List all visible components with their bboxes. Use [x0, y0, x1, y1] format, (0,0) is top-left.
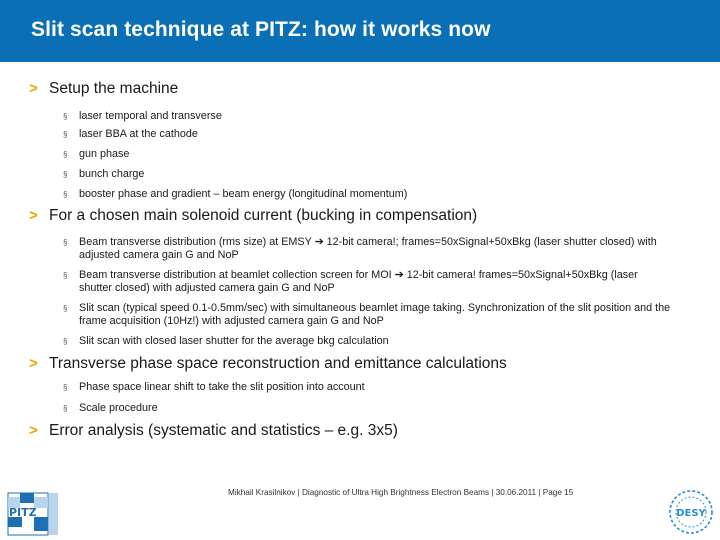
- sub-bullet: [63, 335, 673, 348]
- sub-bullet: [63, 128, 673, 141]
- sub-bullet-text: bunch charge: [79, 168, 145, 180]
- sub-bullet: [63, 148, 673, 161]
- sub-bullet-text: booster phase and gradient – beam energy (longitudinal momentum): [79, 188, 408, 200]
- sub-bullet: [63, 110, 673, 123]
- sub-bullet-text: Slit scan with closed laser shutter for the average bkg calculation: [79, 335, 389, 347]
- bullet-phase-space: [29, 355, 507, 373]
- sub-bullet-text: laser temporal and transverse: [79, 110, 222, 122]
- sub-bullet-glyph: §: [63, 304, 68, 313]
- svg-text:DESY: DESY: [676, 508, 706, 519]
- bullet-marker: >: [29, 80, 38, 97]
- sub-bullet: [63, 302, 673, 327]
- sub-bullet-text: Phase space linear shift to take the slit position into account: [79, 381, 365, 393]
- bullet-text: Setup the machine: [49, 80, 179, 97]
- bullet-marker: >: [29, 207, 38, 224]
- sub-bullet-text: laser BBA at the cathode: [79, 128, 198, 140]
- sub-bullet-glyph: §: [63, 271, 68, 280]
- sub-bullet: [63, 269, 673, 294]
- sub-bullet: [63, 381, 673, 394]
- sub-bullet-text: Beam transverse distribution (rms size) at EMSY ➔ 12-bit camera!; frames=50xSignal+50xBkg (laser shutter closed) with adjusted camera gain G and NoP: [79, 236, 657, 261]
- sub-bullet-text: Beam transverse distribution at beamlet collection screen for MOI ➔ 12-bit camera! frames=50xSignal+50xBkg (laser shutter closed) with adjusted camera gain G and NoP: [79, 269, 638, 294]
- footer-text: Mikhail Krasilnikov | Diagnostic of Ultra High Brightness Electron Beams | 30.06.2011 | Page 15: [228, 488, 574, 497]
- sub-bullet-glyph: §: [63, 130, 68, 139]
- sub-bullet-text: Scale procedure: [79, 402, 158, 414]
- sub-bullet-glyph: §: [63, 190, 68, 199]
- bullet-text: Transverse phase space reconstruction and emittance calculations: [49, 355, 507, 372]
- bullet-error-analysis: [29, 422, 398, 440]
- pitz-logo: [5, 491, 63, 537]
- bullet-marker: >: [29, 355, 38, 372]
- sub-bullet-glyph: §: [63, 238, 68, 247]
- bullet-marker: >: [29, 422, 38, 439]
- bullet-solenoid-current: [29, 207, 477, 225]
- svg-text:PITZ: PITZ: [9, 506, 37, 519]
- sub-bullet: [63, 188, 673, 201]
- sub-bullet: [63, 402, 673, 415]
- slide-title: Slit scan technique at PITZ: how it works now: [31, 18, 491, 41]
- sub-bullet-text: gun phase: [79, 148, 130, 160]
- sub-bullet-text: Slit scan (typical speed 0.1-0.5mm/sec) with simultaneous beamlet image taking. Synchronization of the slit position and the frame acquisition (10Hz!) with adjusted camera gain G and NoP: [79, 302, 671, 327]
- sub-bullet-glyph: §: [63, 337, 68, 346]
- sub-bullet-glyph: §: [63, 170, 68, 179]
- desy-logo: [668, 489, 714, 535]
- sub-bullet-glyph: §: [63, 150, 68, 159]
- sub-bullet-glyph: §: [63, 404, 68, 413]
- sub-bullet: [63, 168, 673, 181]
- sub-bullet: [63, 236, 673, 261]
- bullet-text: Error analysis (systematic and statistics – e.g. 3x5): [49, 422, 398, 439]
- bullet-text: For a chosen main solenoid current (bucking in compensation): [49, 207, 478, 224]
- bullet-setup-machine: [29, 80, 178, 98]
- sub-bullet-glyph: §: [63, 112, 68, 121]
- sub-bullet-glyph: §: [63, 383, 68, 392]
